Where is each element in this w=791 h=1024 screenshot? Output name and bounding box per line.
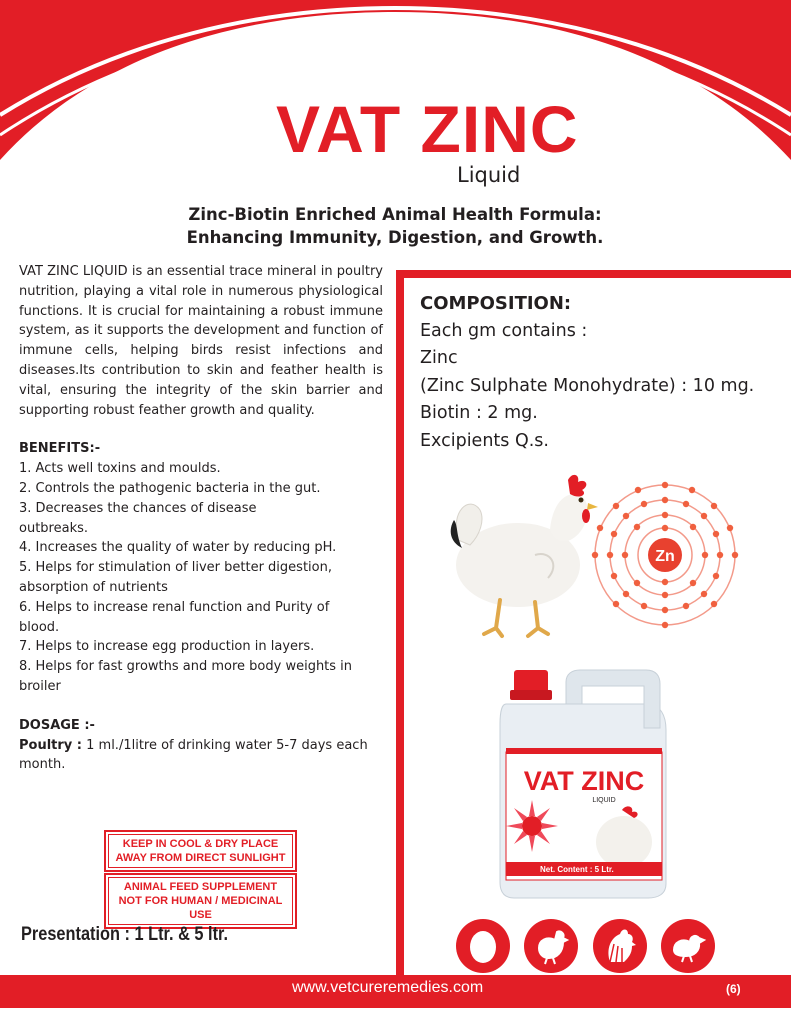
zinc-atom-diagram	[590, 480, 740, 630]
rooster-icon	[592, 918, 648, 974]
benefit-item: 6. Helps to increase renal function and Purity of	[19, 599, 330, 615]
benefit-item: broiler	[19, 678, 61, 694]
tagline-line-1: Zinc-Biotin Enriched Animal Health Formula:	[188, 205, 602, 224]
dosage-text	[19, 736, 383, 776]
benefit-item: 4. Increases the quality of water by reducing pH.	[19, 540, 337, 556]
usage-warning-line-1: ANIMAL FEED SUPPLEMENT	[123, 881, 278, 893]
storage-warning-box	[104, 830, 297, 872]
chick-icon	[660, 918, 716, 974]
composition-line: Each gm contains :	[420, 320, 588, 341]
description-column	[19, 262, 383, 775]
storage-warning-line-1: KEEP IN COOL & DRY PLACE	[122, 838, 279, 850]
page-number: (6)	[726, 982, 741, 996]
product-form: Liquid	[457, 163, 521, 187]
product-jerry-can	[496, 664, 672, 900]
usage-warning-box	[104, 873, 297, 929]
composition-line: Biotin : 2 mg.	[420, 403, 538, 423]
benefit-item: 5. Helps for stimulation of liver better digestion,	[19, 560, 332, 576]
hen-icon	[523, 918, 579, 974]
benefits-heading: BENEFITS:-	[19, 441, 101, 457]
product-title: VAT ZINC	[276, 92, 579, 166]
atom-symbol: Zn	[655, 548, 675, 565]
egg-icon	[455, 918, 511, 974]
benefit-item: 1. Acts well toxins and moulds.	[19, 461, 221, 477]
dosage-label: Poultry :	[19, 737, 82, 753]
tagline	[130, 203, 660, 249]
storage-warning-line-2: AWAY FROM DIRECT SUNLIGHT	[115, 852, 286, 864]
usage-warning-line-2: NOT FOR HUMAN / MEDICINAL USE	[118, 895, 283, 921]
tagline-line-2: Enhancing Immunity, Digestion, and Growth.	[186, 228, 604, 247]
intro-paragraph: VAT ZINC LIQUID is an essential trace mineral in poultry nutrition, playing a vital role in numerous physiological functions. It is crucial for maintaining a robust immune system, as it supports the development and function of immune cells, helping birds resist infections and diseases.Its contribution to skin and feather health is vital, ensuring the integrity of the skin barrier and supporting robust feather growth and quality.	[19, 264, 383, 418]
composition-line: Excipients Q.s.	[420, 430, 549, 451]
dosage-value: 1 ml./1litre of drinking water 5-7 days each month.	[19, 737, 368, 773]
composition-line: Zinc	[420, 348, 458, 368]
composition-block	[420, 290, 754, 455]
composition-line: (Zinc Sulphate Monohydrate) : 10 mg.	[420, 375, 755, 396]
benefit-item: blood.	[19, 619, 60, 635]
can-net-content: Net. Content : 5 Ltr.	[540, 865, 614, 874]
benefit-item: 2. Controls the pathogenic bacteria in the gut.	[19, 480, 321, 496]
benefit-item: outbreaks.	[19, 520, 88, 536]
benefit-item: 7. Helps to increase egg production in layers.	[19, 639, 315, 655]
can-brand: VAT ZINC	[523, 766, 645, 796]
benefit-item: absorption of nutrients	[19, 579, 168, 595]
hen-illustration	[440, 470, 600, 640]
website-link[interactable]: www.vetcureremedies.com	[292, 979, 484, 996]
benefit-item: 3. Decreases the chances of disease	[19, 500, 257, 516]
benefits-list	[19, 459, 383, 697]
can-form: LIQUID	[592, 797, 616, 804]
benefit-item: 8. Helps for fast growths and more body weights in	[19, 659, 353, 675]
composition-heading: COMPOSITION:	[420, 293, 572, 314]
presentation-sizes: Presentation : 1 Ltr. & 5 ltr.	[21, 924, 229, 945]
dosage-heading: DOSAGE :-	[19, 717, 95, 733]
